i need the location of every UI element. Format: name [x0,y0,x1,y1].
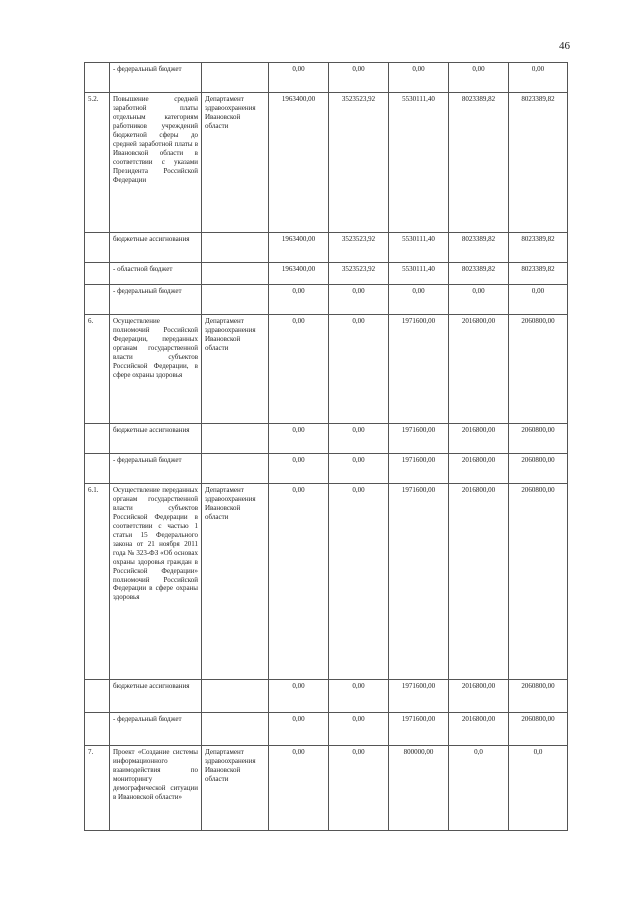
amount-cell: 0,00 [329,285,389,315]
amount-cell: 0,00 [269,63,329,93]
executor-cell: Департамент здравоохранения Ивановской области [202,484,269,680]
amount-cell: 3523523,92 [329,93,389,233]
amount-cell: 2060800,00 [509,713,568,746]
executor-cell [202,263,269,285]
amount-cell: 1971600,00 [389,680,449,713]
row-number-cell: 6.1. [85,484,110,680]
executor-cell [202,63,269,93]
amount-cell: 0,00 [269,315,329,424]
row-number-cell [85,285,110,315]
amount-cell: 0,00 [449,63,509,93]
amount-cell: 8023389,82 [449,263,509,285]
amount-cell: 2060800,00 [509,424,568,454]
amount-cell: 3523523,92 [329,233,389,263]
amount-cell: 8023389,82 [449,93,509,233]
row-number-cell: 6. [85,315,110,424]
executor-cell [202,713,269,746]
executor-cell [202,233,269,263]
table-row [85,454,568,484]
amount-cell: 1963400,00 [269,233,329,263]
amount-cell: 0,00 [269,424,329,454]
amount-cell: 0,00 [329,454,389,484]
description-cell: бюджетные ассигнования [110,680,202,713]
amount-cell: 8023389,82 [509,93,568,233]
row-number-cell: 7. [85,746,110,831]
amount-cell: 0,00 [329,713,389,746]
executor-cell: Департамент здравоохранения Ивановской области [202,93,269,233]
amount-cell: 0,00 [509,63,568,93]
table-row [85,424,568,454]
table-row [85,713,568,746]
amount-cell: 0,00 [389,63,449,93]
amount-cell: 2016800,00 [449,484,509,680]
amount-cell: 0,00 [389,285,449,315]
table-row [85,263,568,285]
amount-cell: 0,00 [269,680,329,713]
description-cell: бюджетные ассигнования [110,233,202,263]
row-number-cell [85,713,110,746]
table-row [85,63,568,93]
amount-cell: 1971600,00 [389,424,449,454]
amount-cell: 2016800,00 [449,424,509,454]
amount-cell: 1963400,00 [269,93,329,233]
amount-cell: 0,00 [449,285,509,315]
executor-cell [202,680,269,713]
amount-cell: 5530111,40 [389,233,449,263]
executor-cell [202,424,269,454]
row-number-cell [85,424,110,454]
amount-cell: 1971600,00 [389,454,449,484]
amount-cell: 1971600,00 [389,713,449,746]
description-cell: Осуществление полномочий Российской Федерации, переданных органам государственной власти субъектов Российской Федерации, в сфере охраны здоровья [110,315,202,424]
amount-cell: 0,00 [269,484,329,680]
amount-cell: 800000,00 [389,746,449,831]
row-number-cell [85,680,110,713]
description-cell: Осуществление переданных органам государственной власти субъектов Российской Федерации в соответствии с частью 1 статьи 15 Федерального закона от 21 ноября 2011 года № 323-ФЗ «Об основах охраны здоровья граждан в Российской Федерации» полномочий Российской Федерации в сфере охраны здоровья [110,484,202,680]
amount-cell: 0,00 [329,63,389,93]
executor-cell: Департамент здравоохранения Ивановской области [202,746,269,831]
description-cell: Повышение средней заработной платы отдельным категориям работников учреждений бюджетной сферы до средней заработной платы в Ивановской области в соответствии с указами Президента Российской Федерации [110,93,202,233]
amount-cell: 2016800,00 [449,713,509,746]
table-row [85,93,568,233]
amount-cell: 5530111,40 [389,93,449,233]
table-row [85,484,568,680]
description-cell: - федеральный бюджет [110,713,202,746]
table-row [85,285,568,315]
executor-cell [202,454,269,484]
description-cell: - областной бюджет [110,263,202,285]
amount-cell: 1971600,00 [389,315,449,424]
executor-cell [202,285,269,315]
amount-cell: 8023389,82 [509,263,568,285]
amount-cell: 0,00 [509,285,568,315]
amount-cell: 2060800,00 [509,680,568,713]
table-row [85,315,568,424]
amount-cell: 1963400,00 [269,263,329,285]
amount-cell: 1971600,00 [389,484,449,680]
amount-cell: 0,0 [449,746,509,831]
amount-cell: 0,00 [329,680,389,713]
row-number-cell [85,454,110,484]
amount-cell: 0,00 [329,315,389,424]
table-row [85,746,568,831]
amount-cell: 0,00 [329,484,389,680]
amount-cell: 2060800,00 [509,484,568,680]
description-cell: бюджетные ассигнования [110,424,202,454]
table-row [85,680,568,713]
amount-cell: 2060800,00 [509,315,568,424]
amount-cell: 0,00 [269,713,329,746]
amount-cell: 0,0 [509,746,568,831]
amount-cell: 3523523,92 [329,263,389,285]
amount-cell: 0,00 [269,746,329,831]
description-cell: - федеральный бюджет [110,285,202,315]
row-number-cell [85,263,110,285]
row-number-cell [85,63,110,93]
row-number-cell [85,233,110,263]
description-cell: - федеральный бюджет [110,63,202,93]
executor-cell: Департамент здравоохранения Ивановской области [202,315,269,424]
table-row [85,233,568,263]
amount-cell: 0,00 [269,454,329,484]
amount-cell: 0,00 [329,746,389,831]
amount-cell: 2060800,00 [509,454,568,484]
amount-cell: 0,00 [329,424,389,454]
amount-cell: 8023389,82 [449,233,509,263]
description-cell: Проект «Создание системы информационного взаимодействия по мониторингу демографической ситуации в Ивановской области» [110,746,202,831]
amount-cell: 0,00 [269,285,329,315]
amount-cell: 8023389,82 [509,233,568,263]
amount-cell: 2016800,00 [449,680,509,713]
row-number-cell: 5.2. [85,93,110,233]
description-cell: - федеральный бюджет [110,454,202,484]
amount-cell: 2016800,00 [449,454,509,484]
amount-cell: 2016800,00 [449,315,509,424]
page-number: 46 [559,40,570,52]
amount-cell: 5530111,40 [389,263,449,285]
budget-table [84,62,568,831]
